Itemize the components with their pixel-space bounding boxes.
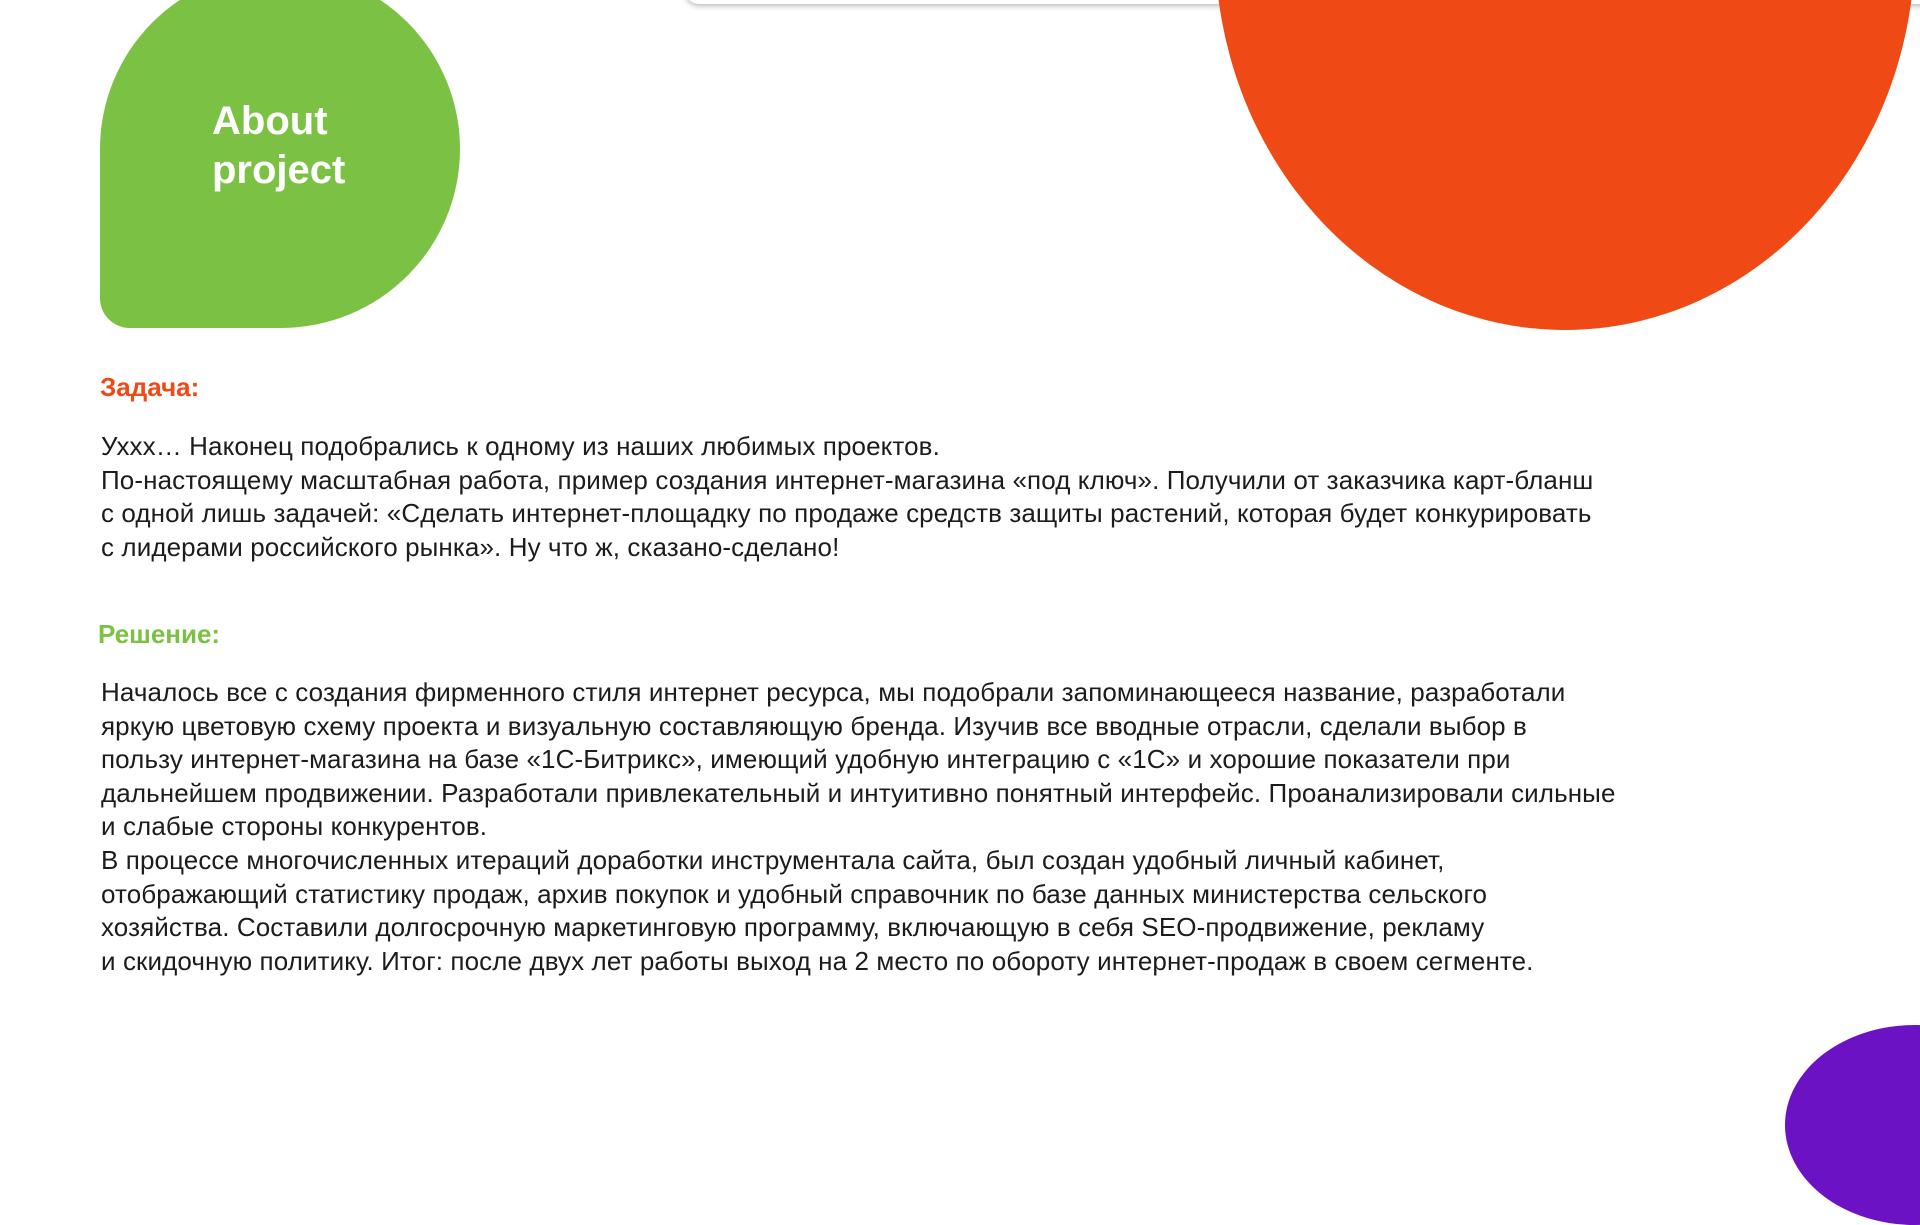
about-title-line1: About xyxy=(212,99,328,143)
decorative-purple-blob xyxy=(1785,1025,1920,1225)
task-line: По-настоящему масштабная работа, пример создания интернет-магазина «под ключ». Получили от заказчика карт-бланш xyxy=(101,464,1594,495)
solution-line: пользу интернет-магазина на базе «1С-Битрикс», имеющий удобную интеграцию с «1С» и хорошие показатели при xyxy=(101,744,1511,775)
solution-description xyxy=(101,676,1841,978)
solution-heading: Решение: xyxy=(98,619,221,649)
solution-line: яркую цветовую схему проекта и визуальную составляющую бренда. Изучив все вводные отрасли, сделали выбор в xyxy=(101,710,1527,741)
task-line: Уххх… Наконец подобрались к одному из наших любимых проектов. xyxy=(101,431,940,461)
solution-line: и скидочную политику. Итог: после двух лет работы выход на 2 место по обороту интернет-продаж в своем сегменте. xyxy=(101,945,1534,976)
task-heading: Задача: xyxy=(100,372,200,402)
task-line: с лидерами российского рынка». Ну что ж, сказано-сделано! xyxy=(101,531,840,562)
solution-line: и слабые стороны конкурентов. xyxy=(101,811,488,842)
about-project-title xyxy=(212,97,432,195)
solution-line: хозяйства. Составили долгосрочную маркетинговую программу, включающую в себя SEO-продвижение, рекламу xyxy=(101,912,1485,943)
solution-line: отображающий статистику продаж, архив покупок и удобный справочник по базе данных министерства сельского xyxy=(101,878,1488,909)
decorative-orange-circle xyxy=(1215,0,1915,330)
task-line: с одной лишь задачей: «Сделать интернет-площадку по продаже средств защиты растений, которая будет конкурировать xyxy=(101,498,1592,529)
about-title-line2: project xyxy=(212,148,346,192)
solution-line: Началось все с создания фирменного стиля интернет ресурса, мы подобрали запоминающееся название, разработали xyxy=(101,677,1566,707)
solution-line: В процессе многочисленных итераций доработки инструментала сайта, был создан удобный личный кабинет, xyxy=(101,844,1445,875)
task-description xyxy=(101,430,1841,564)
solution-line: дальнейшем продвижении. Разработали привлекательный и интуитивно понятный интерфейс. Проанализировали сильные xyxy=(101,777,1616,808)
